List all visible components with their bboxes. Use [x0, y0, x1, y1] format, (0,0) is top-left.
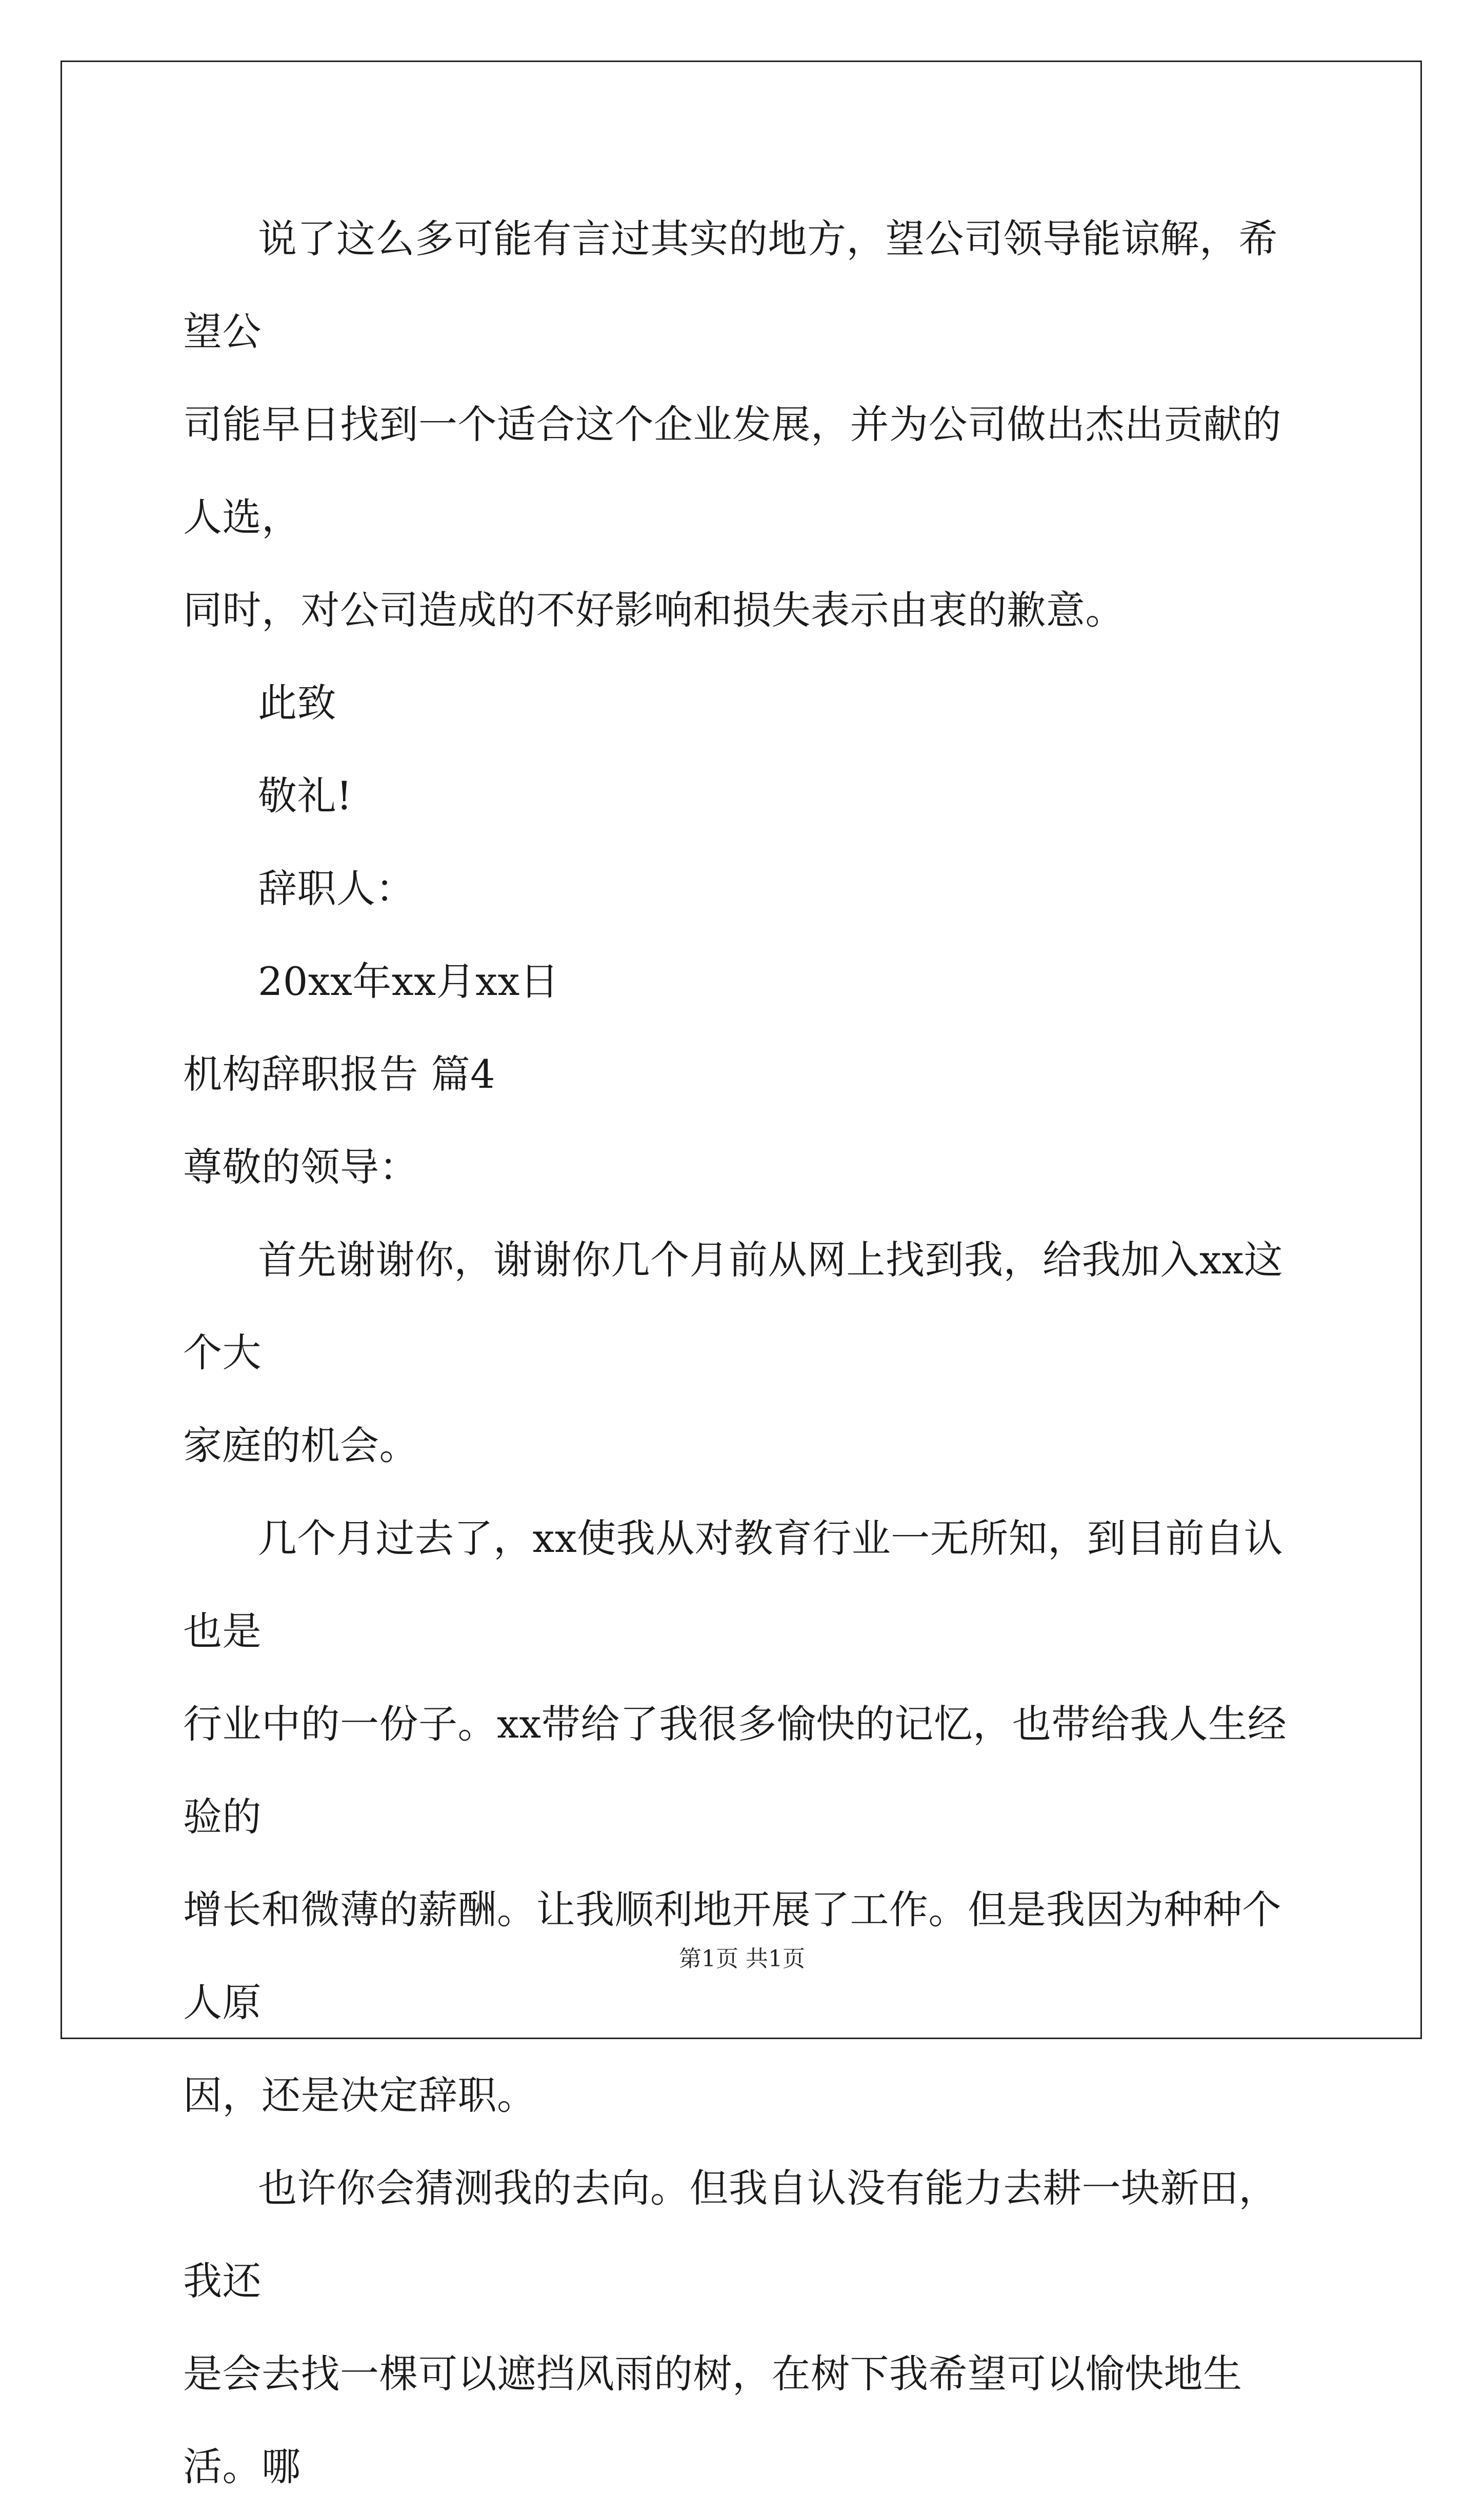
paragraph-cizhi: 此致	[258, 680, 336, 726]
paragraph-whereabouts: 也许你会猜测我的去向。但我自认没有能力去耕一块新田，我还 是会去找一棵可以遮挡风雨的树，在树下我希望可以愉快地生活。哪	[183, 2165, 1278, 2489]
document-body	[183, 192, 1316, 2513]
section-heading: 机构辞职报告 篇4	[183, 1051, 496, 1097]
paragraph-months: 几个月过去了，xx使我从对教育行业一无所知，到目前自认也是 行业中的一份子。xx带给了我很多愉快的记忆，也带给我人生经验的 增长和微薄的薪酬。让我顺利地开展了工作。但是我因为种种个人原 因，还是决定辞职。	[183, 1515, 1287, 2118]
paragraph-date: 20xx年xx月xx日	[258, 959, 559, 1004]
salutation: 尊敬的领导：	[183, 1144, 418, 1190]
paragraph-resigner: 辞职人：	[258, 866, 415, 911]
paragraph-thanks: 首先谢谢你，谢谢你几个月前从网上找到我，给我加入xx这个大 家庭的机会。	[183, 1237, 1284, 1468]
paragraph-apology: 说了这么多可能有言过其实的地方，望公司领导能谅解，希望公 司能早日找到一个适合这个企业发展，并为公司做出杰出贡献的人选， 同时，对公司造成的不好影响和损失表示由衷的歉意。	[183, 216, 1281, 633]
paragraph-jingli: 敬礼!	[258, 773, 353, 819]
page-footer: 第1页 共1页	[679, 1946, 805, 1972]
